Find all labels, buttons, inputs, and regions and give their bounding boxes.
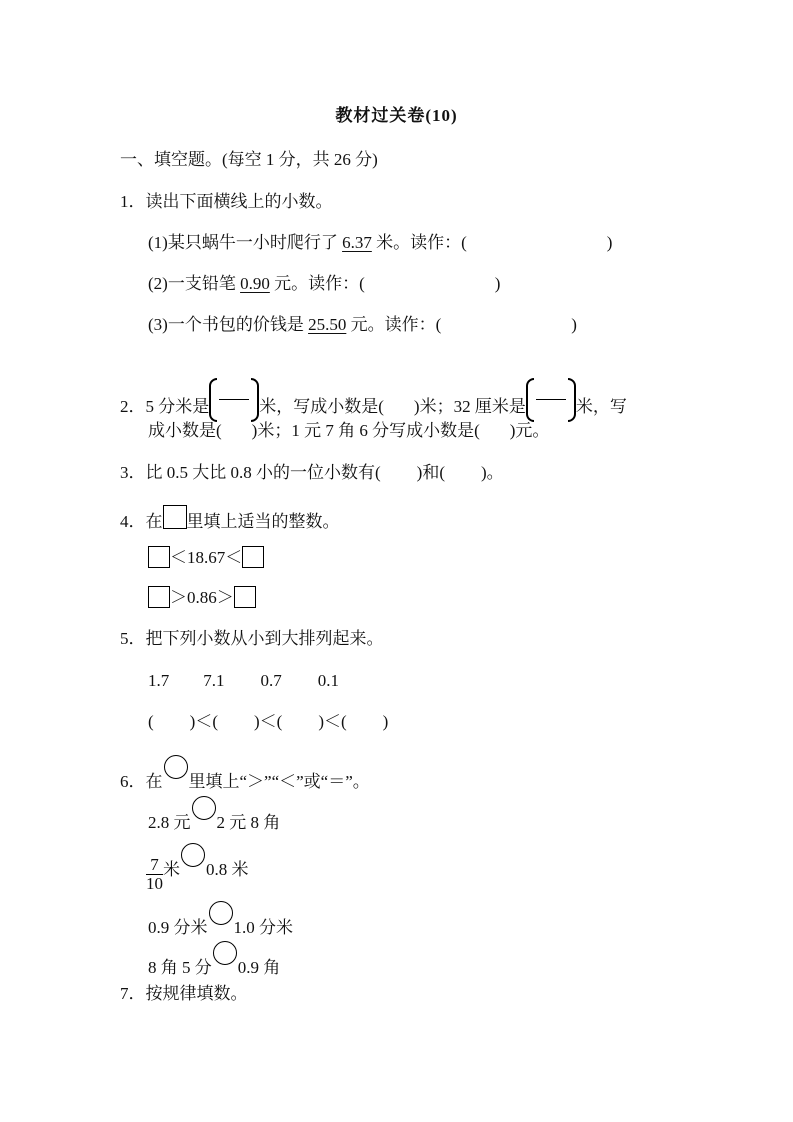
compare-circle[interactable] [209, 901, 233, 925]
section-heading: 一、填空题。(每空 1 分，共 26 分) [120, 150, 378, 169]
q3: 3．比 0.5 大比 0.8 小的一位小数有( )和( )。 [120, 463, 504, 482]
q6-row-2: $\frac{7}{10}$ 米 0.8 米 [146, 843, 249, 893]
fraction-blank[interactable] [209, 378, 259, 424]
compare-circle[interactable] [213, 941, 237, 965]
q6-row-1: 2.8 元 2 元 8 角 [148, 796, 280, 835]
q1-item-1: (1)某只蜗牛一小时爬行了 6.37 米。读作：( ) [148, 233, 613, 252]
compare-circle[interactable] [181, 843, 205, 867]
underlined-value: 25.50 [308, 315, 347, 334]
fraction: $\frac{7}{10}$ [146, 855, 163, 893]
q2-line-1: 2．5 分米是 米，写成小数是( )米；32 厘米是 米，写 [120, 378, 627, 424]
q4-stem: 4．在 里填上适当的整数。 [120, 505, 340, 534]
q1-stem: 1．读出下面横线上的小数。 [120, 192, 333, 211]
q1-item-2: (2)一支铅笔 0.90 元。读作：( ) [148, 274, 501, 293]
q6-row-3: 0.9 分米 1.0 分米 [148, 901, 293, 940]
q5-order: ( )＜( )＜( )＜( ) [148, 712, 389, 731]
circle-icon [164, 755, 188, 779]
compare-circle[interactable] [192, 796, 216, 820]
answer-box[interactable] [234, 586, 256, 608]
answer-box[interactable] [148, 586, 170, 608]
q5-stem: 5．把下列小数从小到大排列起来。 [120, 629, 384, 648]
underlined-value: 6.37 [342, 233, 372, 252]
q4-row-2: ＞0.86＞ [148, 586, 256, 610]
answer-box[interactable] [148, 546, 170, 568]
q5-numbers: 1.7 7.1 0.7 0.1 [148, 671, 339, 690]
fraction-blank[interactable] [526, 378, 576, 424]
q7-stem: 7．按规律填数。 [120, 984, 248, 1003]
square-box-icon [163, 505, 187, 529]
q6-stem: 6．在 里填上“＞”“＜”或“＝”。 [120, 755, 370, 794]
q4-row-1: ＜18.67＜ [148, 546, 264, 570]
page-title: 教材过关卷(10) [335, 106, 458, 125]
answer-box[interactable] [242, 546, 264, 568]
q1-item-3: (3)一个书包的价钱是 25.50 元。读作：( ) [148, 315, 577, 334]
q6-row-4: 8 角 5 分 0.9 角 [148, 941, 280, 980]
q2-line-2: 成小数是( )米；1 元 7 角 6 分写成小数是( )元。 [148, 421, 550, 440]
underlined-value: 0.90 [240, 274, 270, 293]
